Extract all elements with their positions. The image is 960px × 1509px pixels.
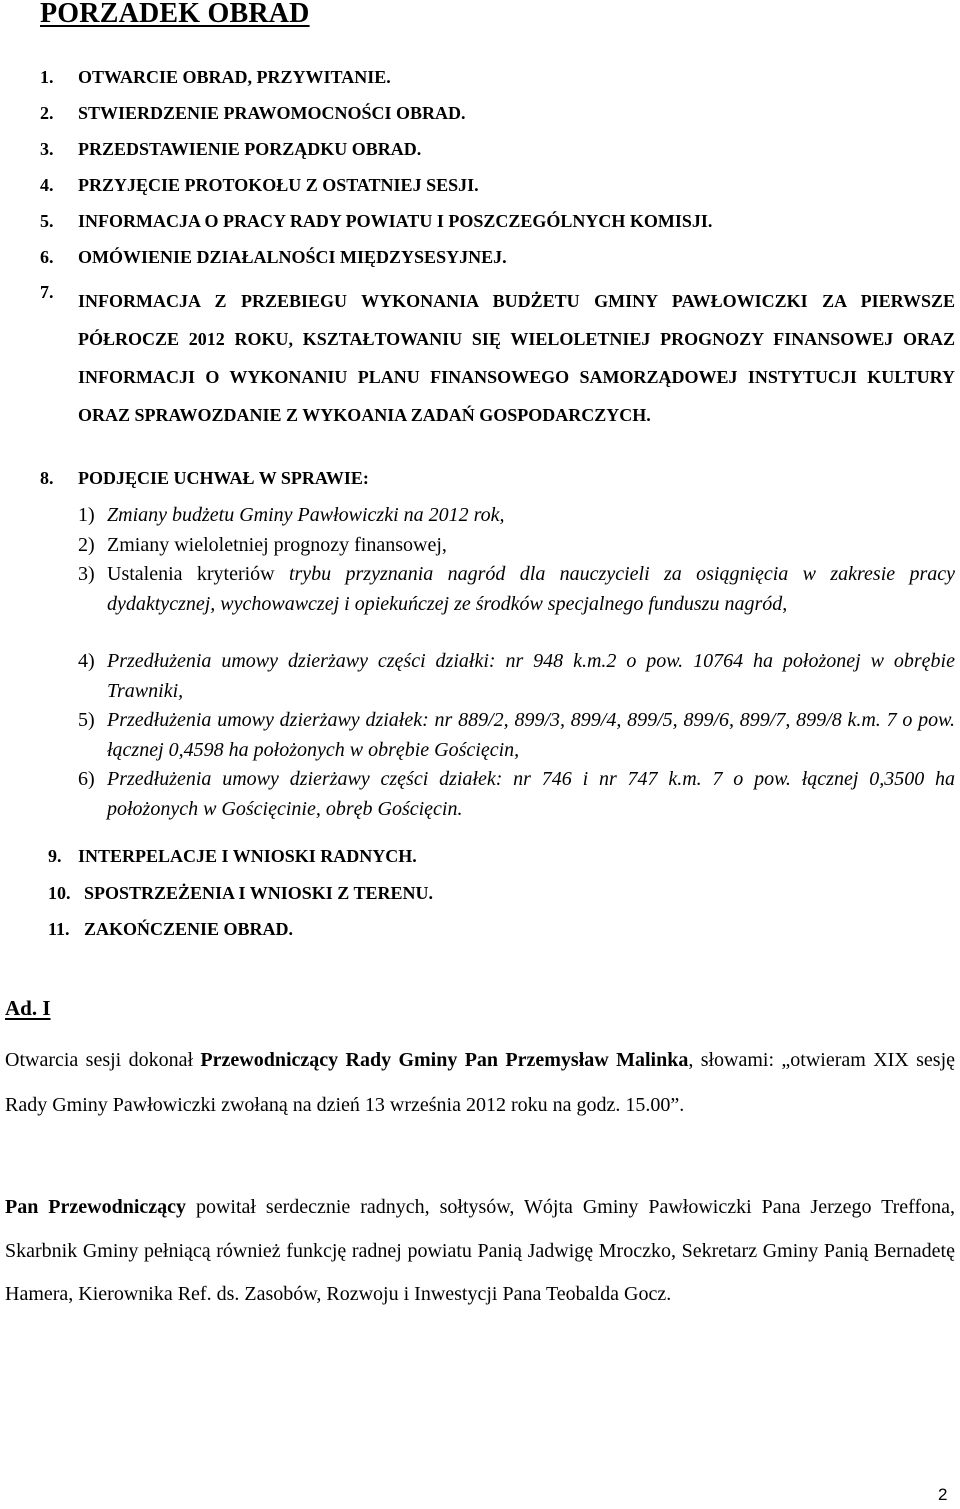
agenda-number: 6. <box>40 247 54 267</box>
agenda-item-2 <box>40 103 466 124</box>
paragraph-text: powitał serdecznie radnych, sołtysów, Wójta Gminy Pawłowiczki Pana Jerzego Treffona, Skarbnik Gminy pełniącą również funkcję radnej powiatu Panią Jadwigę Mroczko, Sekretarz Gminy Panią Bernadetę Hamera, Kierownika Ref. ds. Zasobów, Rozwoju i Inwestycji Pana Teobalda Gocz. <box>5 1196 955 1305</box>
resolution-number: 2) <box>78 534 95 556</box>
agenda-number: 4. <box>40 175 54 195</box>
agenda-number: 11. <box>48 919 70 939</box>
resolution-item-1 <box>78 501 955 531</box>
agenda-text: INFORMACJA O PRACY RADY POWIATU I POSZCZEGÓLNYCH KOMISJI. <box>78 211 713 231</box>
resolution-text-part: Ustalenia kryteriów <box>107 563 289 585</box>
agenda-number: 5. <box>40 211 54 231</box>
resolution-text: Przedłużenia umowy dzierżawy części działek: nr 746 i nr 747 k.m. 7 o pow. łącznej 0,3500 ha położonych w Gościęcinie, obręb Gościęcin. <box>107 768 955 820</box>
chairman-name: Przewodniczący Rady Gminy Pan Przemysław Malinka <box>200 1049 689 1071</box>
resolution-number: 4) <box>78 650 95 672</box>
resolution-text <box>107 560 955 619</box>
agenda-number: 2. <box>40 103 54 123</box>
agenda-item-11 <box>48 919 293 940</box>
resolution-number: 6) <box>78 768 95 790</box>
resolution-item-2 <box>78 531 955 561</box>
agenda-text: SPOSTRZEŻENIA I WNIOSKI Z TERENU. <box>84 883 433 903</box>
resolution-text: Przedłużenia umowy dzierżawy części działki: nr 948 k.m.2 o pow. 10764 ha położonej w obrębie Trawniki, <box>107 650 955 702</box>
page-number: 2 <box>938 1485 948 1504</box>
agenda-item-4 <box>40 175 479 196</box>
resolution-text: Zmiany budżetu Gminy Pawłowiczki na 2012 rok, <box>107 504 505 526</box>
agenda-item-5 <box>40 211 712 232</box>
agenda-number: 7. <box>40 282 54 302</box>
agenda-text: PODJĘCIE UCHWAŁ W SPRAWIE: <box>78 468 369 488</box>
agenda-item-7 <box>40 282 955 434</box>
welcome-paragraph <box>5 1186 955 1317</box>
agenda-text: INFORMACJA Z PRZEBIEGU WYKONANIA BUDŻETU GMINY PAWŁOWICZKI ZA PIERWSZE PÓŁROCZE 2012 ROKU, KSZTAŁTOWANIU SIĘ WIELOLETNIEJ PROGNOZY FINANSOWEJ ORAZ INFORMACJI O WYKONANIU PLANU FINANSOWEGO SAMORZĄDOWEJ INSTYTUCJI KULTURY ORAZ SPRAWOZDANIE Z WYKOANIA ZADAŃ GOSPODARCZYCH. <box>78 291 955 425</box>
page-title: PORZADEK OBRAD <box>40 0 310 29</box>
resolution-item-3 <box>78 560 955 619</box>
resolution-item-6 <box>78 765 955 824</box>
resolution-number: 3) <box>78 563 95 585</box>
agenda-number: 9. <box>48 846 62 866</box>
resolution-number: 5) <box>78 709 95 731</box>
agenda-text: STWIERDZENIE PRAWOMOCNOŚCI OBRAD. <box>78 103 466 123</box>
resolution-item-5 <box>78 706 955 765</box>
agenda-text: OMÓWIENIE DZIAŁALNOŚCI MIĘDZYSESYJNEJ. <box>78 247 507 267</box>
agenda-text: ZAKOŃCZENIE OBRAD. <box>84 919 294 939</box>
resolution-text-part: trybu przyznania nagród dla nauczycieli za osiągnięcia w zakresie pracy dydaktycznej, wychowawczej i opiekuńczej ze środków specjalnego funduszu nagród, <box>107 563 955 615</box>
chairman-title: Pan Przewodniczący <box>5 1196 187 1218</box>
agenda-item-1 <box>40 67 391 88</box>
paragraph-text: , słowami: „otwieram XIX sesję Rady Gminy Pawłowiczki zwołaną na dzień 13 września 2012 roku na godz. 15.00”. <box>5 1049 955 1116</box>
resolution-number: 1) <box>78 504 95 526</box>
paragraph-text: Otwarcia sesji dokonał <box>5 1049 201 1071</box>
agenda-text: INTERPELACJE I WNIOSKI RADNYCH. <box>78 846 417 866</box>
agenda-item-10 <box>48 883 433 904</box>
agenda-text: PRZYJĘCIE PROTOKOŁU Z OSTATNIEJ SESJI. <box>78 175 479 195</box>
agenda-item-3 <box>40 139 421 160</box>
agenda-item-8 <box>40 468 369 489</box>
agenda-number: 10. <box>48 883 71 903</box>
resolution-text: Zmiany wieloletniej prognozy finansowej, <box>107 534 447 556</box>
agenda-number: 3. <box>40 139 54 159</box>
agenda-text: OTWARCIE OBRAD, PRZYWITANIE. <box>78 67 391 87</box>
agenda-number: 8. <box>40 468 54 488</box>
opening-paragraph <box>5 1038 955 1128</box>
resolution-text: Przedłużenia umowy dzierżawy działek: nr 889/2, 899/3, 899/4, 899/5, 899/6, 899/7, 899/8 k.m. 7 o pow. łącznej 0,4598 ha położonych w obrębie Gościęcin, <box>107 709 955 761</box>
resolution-item-4 <box>78 647 955 706</box>
agenda-item-9 <box>48 846 417 867</box>
agenda-text: PRZEDSTAWIENIE PORZĄDKU OBRAD. <box>78 139 422 159</box>
agenda-number: 1. <box>40 67 54 87</box>
agenda-item-6 <box>40 247 507 268</box>
section-heading: Ad. I <box>5 996 51 1020</box>
